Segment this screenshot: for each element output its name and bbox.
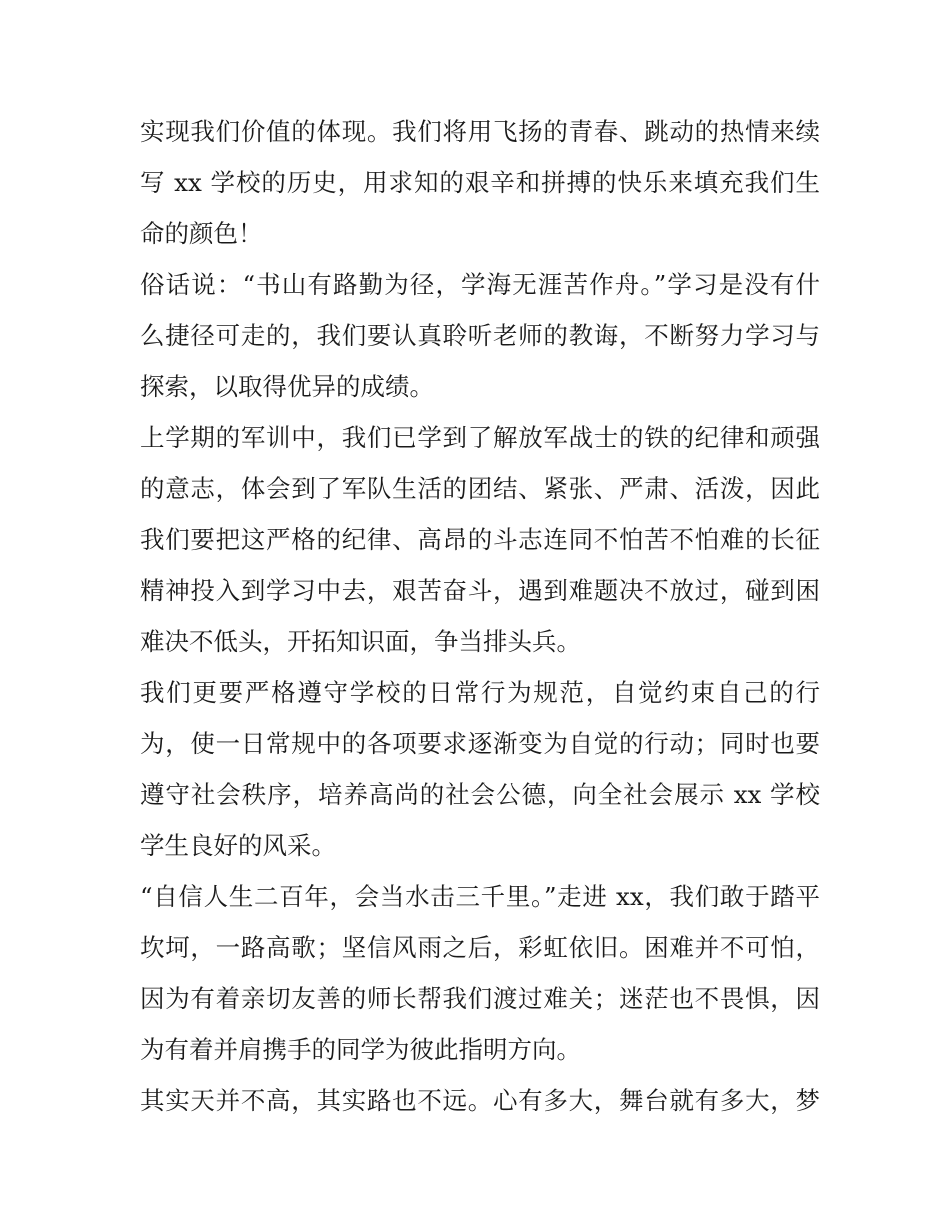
paragraph-3 <box>140 412 820 667</box>
paragraph-6 <box>140 1075 820 1126</box>
text-line: 遵守社会秩序，培养高尚的社会公德，向全社会展示 xx 学校 <box>140 780 820 809</box>
text-line: 坎坷，一路高歌；坚信风雨之后，彩虹依旧。困难并不可怕， <box>140 933 820 962</box>
text-line: 么捷径可走的，我们要认真聆听老师的教诲，不断努力学习与 <box>140 321 820 350</box>
text-line: 为，使一日常规中的各项要求逐渐变为自觉的行动；同时也要 <box>140 729 820 758</box>
text-line: 我们更要严格遵守学校的日常行为规范，自觉约束自己的行 <box>140 678 820 707</box>
text-line: 其实天并不高，其实路也不远。心有多大，舞台就有多大，梦 <box>140 1086 820 1115</box>
text-line: 我们要把这严格的纪律、高昂的斗志连同不怕苦不怕难的长征 <box>140 525 820 554</box>
text-line: 探索，以取得优异的成绩。 <box>140 372 434 401</box>
document-body <box>140 106 820 1126</box>
text-line: 精神投入到学习中去，艰苦奋斗，遇到难题决不放过，碰到困 <box>140 576 820 605</box>
text-line: 学生良好的风采。 <box>140 831 336 860</box>
text-line: 写 xx 学校的历史，用求知的艰辛和拼搏的快乐来填充我们生 <box>140 168 820 197</box>
text-line: “自信人生二百年，会当水击三千里。”走进 xx，我们敢于踏平 <box>140 882 820 911</box>
paragraph-2 <box>140 259 820 412</box>
text-line: 上学期的军训中，我们已学到了解放军战士的铁的纪律和顽强 <box>140 423 820 452</box>
text-line: 难决不低头，开拓知识面，争当排头兵。 <box>140 627 581 656</box>
paragraph-4 <box>140 667 820 871</box>
text-line: 因为有着亲切友善的师长帮我们渡过难关；迷茫也不畏惧，因 <box>140 984 820 1013</box>
text-line: 为有着并肩携手的同学为彼此指明方向。 <box>140 1035 581 1064</box>
paragraph-1 <box>140 106 820 259</box>
paragraph-5 <box>140 871 820 1075</box>
text-line: 的意志，体会到了军队生活的团结、紧张、严肃、活泼，因此 <box>140 474 820 503</box>
text-line: 实现我们价值的体现。我们将用飞扬的青春、跳动的热情来续 <box>140 117 820 146</box>
text-line: 俗话说：“书山有路勤为径，学海无涯苦作舟。”学习是没有什 <box>140 270 820 299</box>
text-line: 命的颜色！ <box>140 219 263 248</box>
